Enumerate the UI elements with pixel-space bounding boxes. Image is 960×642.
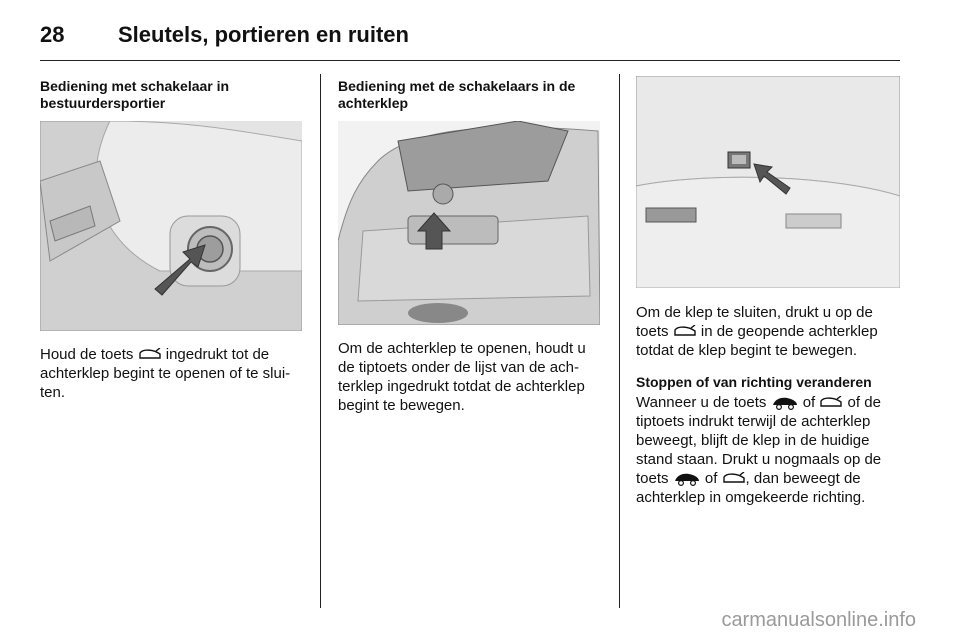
figure-driver-door-switch — [40, 121, 302, 331]
stop-reverse-instructions: Wanneer u de toets of of de tiptoets indrukt terwijl de achterklep beweegt, blijft de klep in de huidige stand staan. Drukt u nogmaals op de toets of , dan beweegt de achterklep in omgekeerde richting. — [636, 394, 882, 506]
page-title: Sleutels, portieren en ruiten — [118, 22, 409, 47]
column-2 — [338, 78, 602, 415]
column-divider-1 — [320, 74, 321, 608]
car-remote-icon — [771, 396, 799, 410]
tailgate-open-icon — [138, 348, 162, 362]
car-remote-icon — [673, 472, 701, 486]
column-3 — [636, 76, 902, 507]
tailgate-open-icon — [722, 472, 746, 486]
column-1 — [40, 78, 302, 402]
page-number: 28 — [40, 22, 65, 47]
watermark: carmanualsonline.info — [721, 609, 916, 631]
figure-tailgate-touchpad — [338, 121, 600, 325]
driver-door-instructions: Houd de toets ingedrukt tot de achterklep begint te openen of te sluiten. — [40, 346, 291, 401]
tailgate-open-instructions: Om de achterklep te openen, houdt u de tiptoets onder de lijst van de achterklep ingedrukt totdat de achterklep begint te bewegen. — [338, 340, 586, 414]
tailgate-open-icon — [673, 325, 697, 339]
section-heading-driver-door: Bediening met schakelaar in bestuurdersportier — [40, 78, 230, 111]
section-heading-tailgate-switches: Bediening met de schakelaars in de achterklep — [338, 78, 576, 111]
header-divider — [40, 60, 900, 61]
figure-tailgate-close-button — [636, 76, 900, 288]
column-divider-2 — [619, 74, 620, 608]
tailgate-close-instructions: Om de klep te sluiten, drukt u op de toets in de geopende achterklep totdat de klep begint te bewegen. — [636, 304, 878, 359]
page-header — [40, 14, 900, 62]
section-heading-stop-reverse: Stoppen of van richting veranderen — [636, 374, 872, 390]
tailgate-open-icon — [819, 396, 843, 410]
